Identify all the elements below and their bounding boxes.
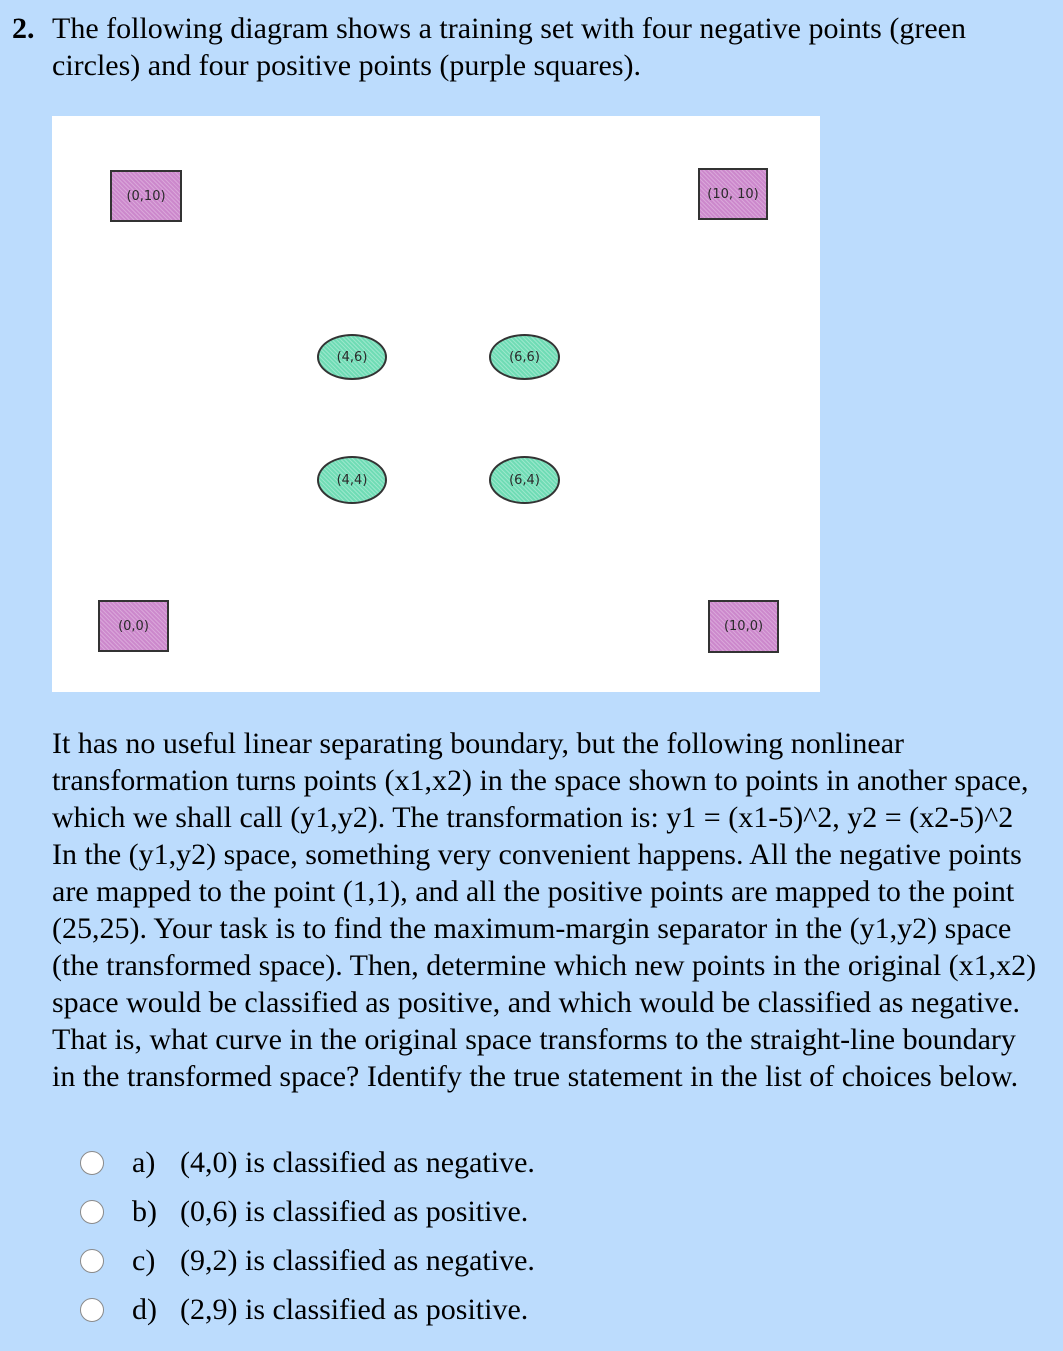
question-title-line1: 2. The following diagram shows a training set with four negative points (green xyxy=(12,12,966,45)
positive-point-0-10: (0,10) xyxy=(110,170,182,222)
positive-point-0-0: (0,0) xyxy=(98,600,169,652)
negative-point-6-6: (6,6) xyxy=(489,334,560,380)
radio-button-a[interactable] xyxy=(80,1151,104,1175)
choice-text: (2,9) is classified as positive. xyxy=(180,1292,529,1326)
training-set-diagram xyxy=(52,116,820,692)
question-number: 2. xyxy=(12,12,35,45)
problem-description: It has no useful linear separating boundary, but the following nonlinear transformation turns points (x1,x2) in the space shown to points in another space, which we shall call (y1,y2). The transformation is: y1 = (x1-5)^2, y2 = (x2-5)^2 In the (y1,y2) space, something very convenient happens. All the negative points are mapped to the point (1,1), and all the positive points are mapped to the point (25,25). Your task is to find the maximum-margin separator in the (y1,y2) space (the transformed space). Then, determine which new points in the original (x1,x2) space would be classified as positive, and which would be classified as negative. That is, what curve in the original space transforms to the straight-line boundary in the transformed space? Identify the true statement in the list of choices below. xyxy=(52,727,1037,1093)
choice-a[interactable] xyxy=(80,1138,980,1187)
choice-c[interactable] xyxy=(80,1236,980,1285)
choice-letter: b) xyxy=(132,1194,157,1228)
negative-point-4-6: (4,6) xyxy=(317,334,387,380)
radio-button-c[interactable] xyxy=(80,1249,104,1273)
answer-choices xyxy=(80,1138,980,1334)
choice-text: (4,0) is classified as negative. xyxy=(180,1145,535,1179)
choice-letter: a) xyxy=(132,1145,156,1179)
negative-point-6-4: (6,4) xyxy=(489,456,560,504)
question-header xyxy=(12,10,1042,84)
choice-text: (9,2) is classified as negative. xyxy=(180,1243,535,1277)
radio-button-b[interactable] xyxy=(80,1200,104,1224)
choice-letter: c) xyxy=(132,1243,156,1277)
choice-b[interactable] xyxy=(80,1187,980,1236)
choice-letter: d) xyxy=(132,1292,157,1326)
choice-d[interactable] xyxy=(80,1285,980,1334)
radio-button-d[interactable] xyxy=(80,1298,104,1322)
negative-point-4-4: (4,4) xyxy=(317,456,387,504)
choice-text: (0,6) is classified as positive. xyxy=(180,1194,529,1228)
positive-point-10-10: (10, 10) xyxy=(698,168,768,220)
question-title-line2: circles) and four positive points (purple squares). xyxy=(52,49,641,82)
positive-point-10-0: (10,0) xyxy=(708,600,779,653)
